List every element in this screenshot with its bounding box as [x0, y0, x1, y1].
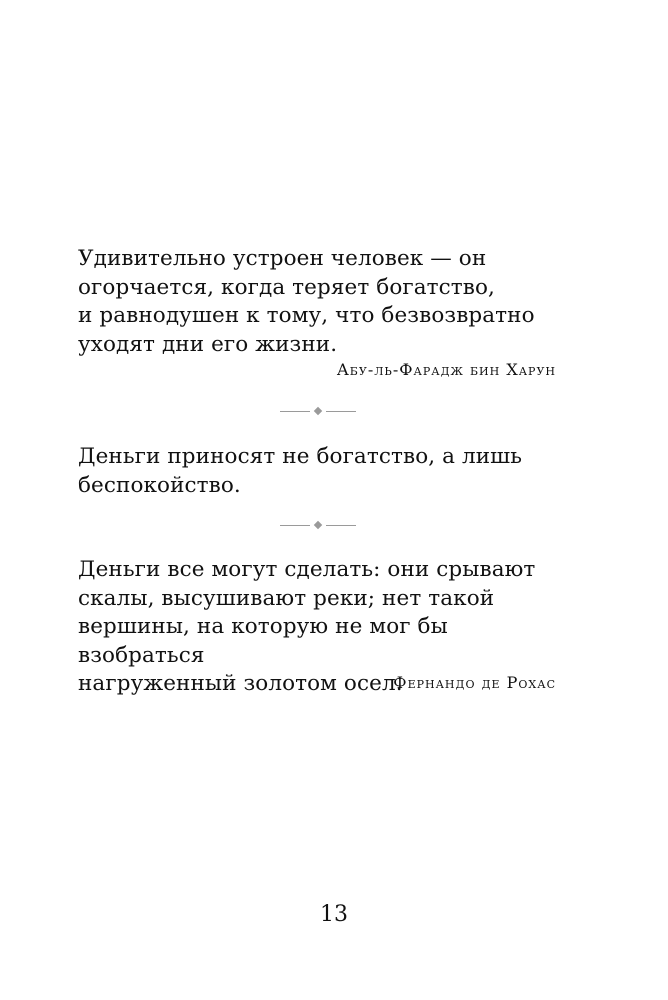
divider-line-right — [326, 525, 356, 526]
divider-line-right — [326, 411, 356, 412]
quote-1-text: Удивительно устроен человек — он огорчается, когда теряет богатство, и равнодушен к тому, что безвозвратно уходят дни его жизни. — [78, 246, 535, 357]
quote-2-text: Деньги приносят не богатство, а лишь беспокойство. — [78, 444, 523, 498]
diamond-ornament-icon — [314, 407, 322, 415]
quote-1-author: Абу-ль-Фарадж бин Харун — [336, 360, 556, 379]
diamond-ornament-icon — [314, 521, 322, 529]
section-divider-ornament — [280, 520, 356, 532]
quote-3-text: Деньги все могут сделать: они срывают скалы, высушивают реки; нет такой вершины, на которую не мог бы взобраться нагруженный золотом осел. — [78, 557, 536, 696]
page-number: 13 — [320, 902, 348, 927]
quote-3-author: Фернандо де Рохас — [393, 673, 556, 692]
divider-line-left — [280, 525, 310, 526]
section-divider-ornament — [280, 406, 356, 418]
divider-line-left — [280, 411, 310, 412]
